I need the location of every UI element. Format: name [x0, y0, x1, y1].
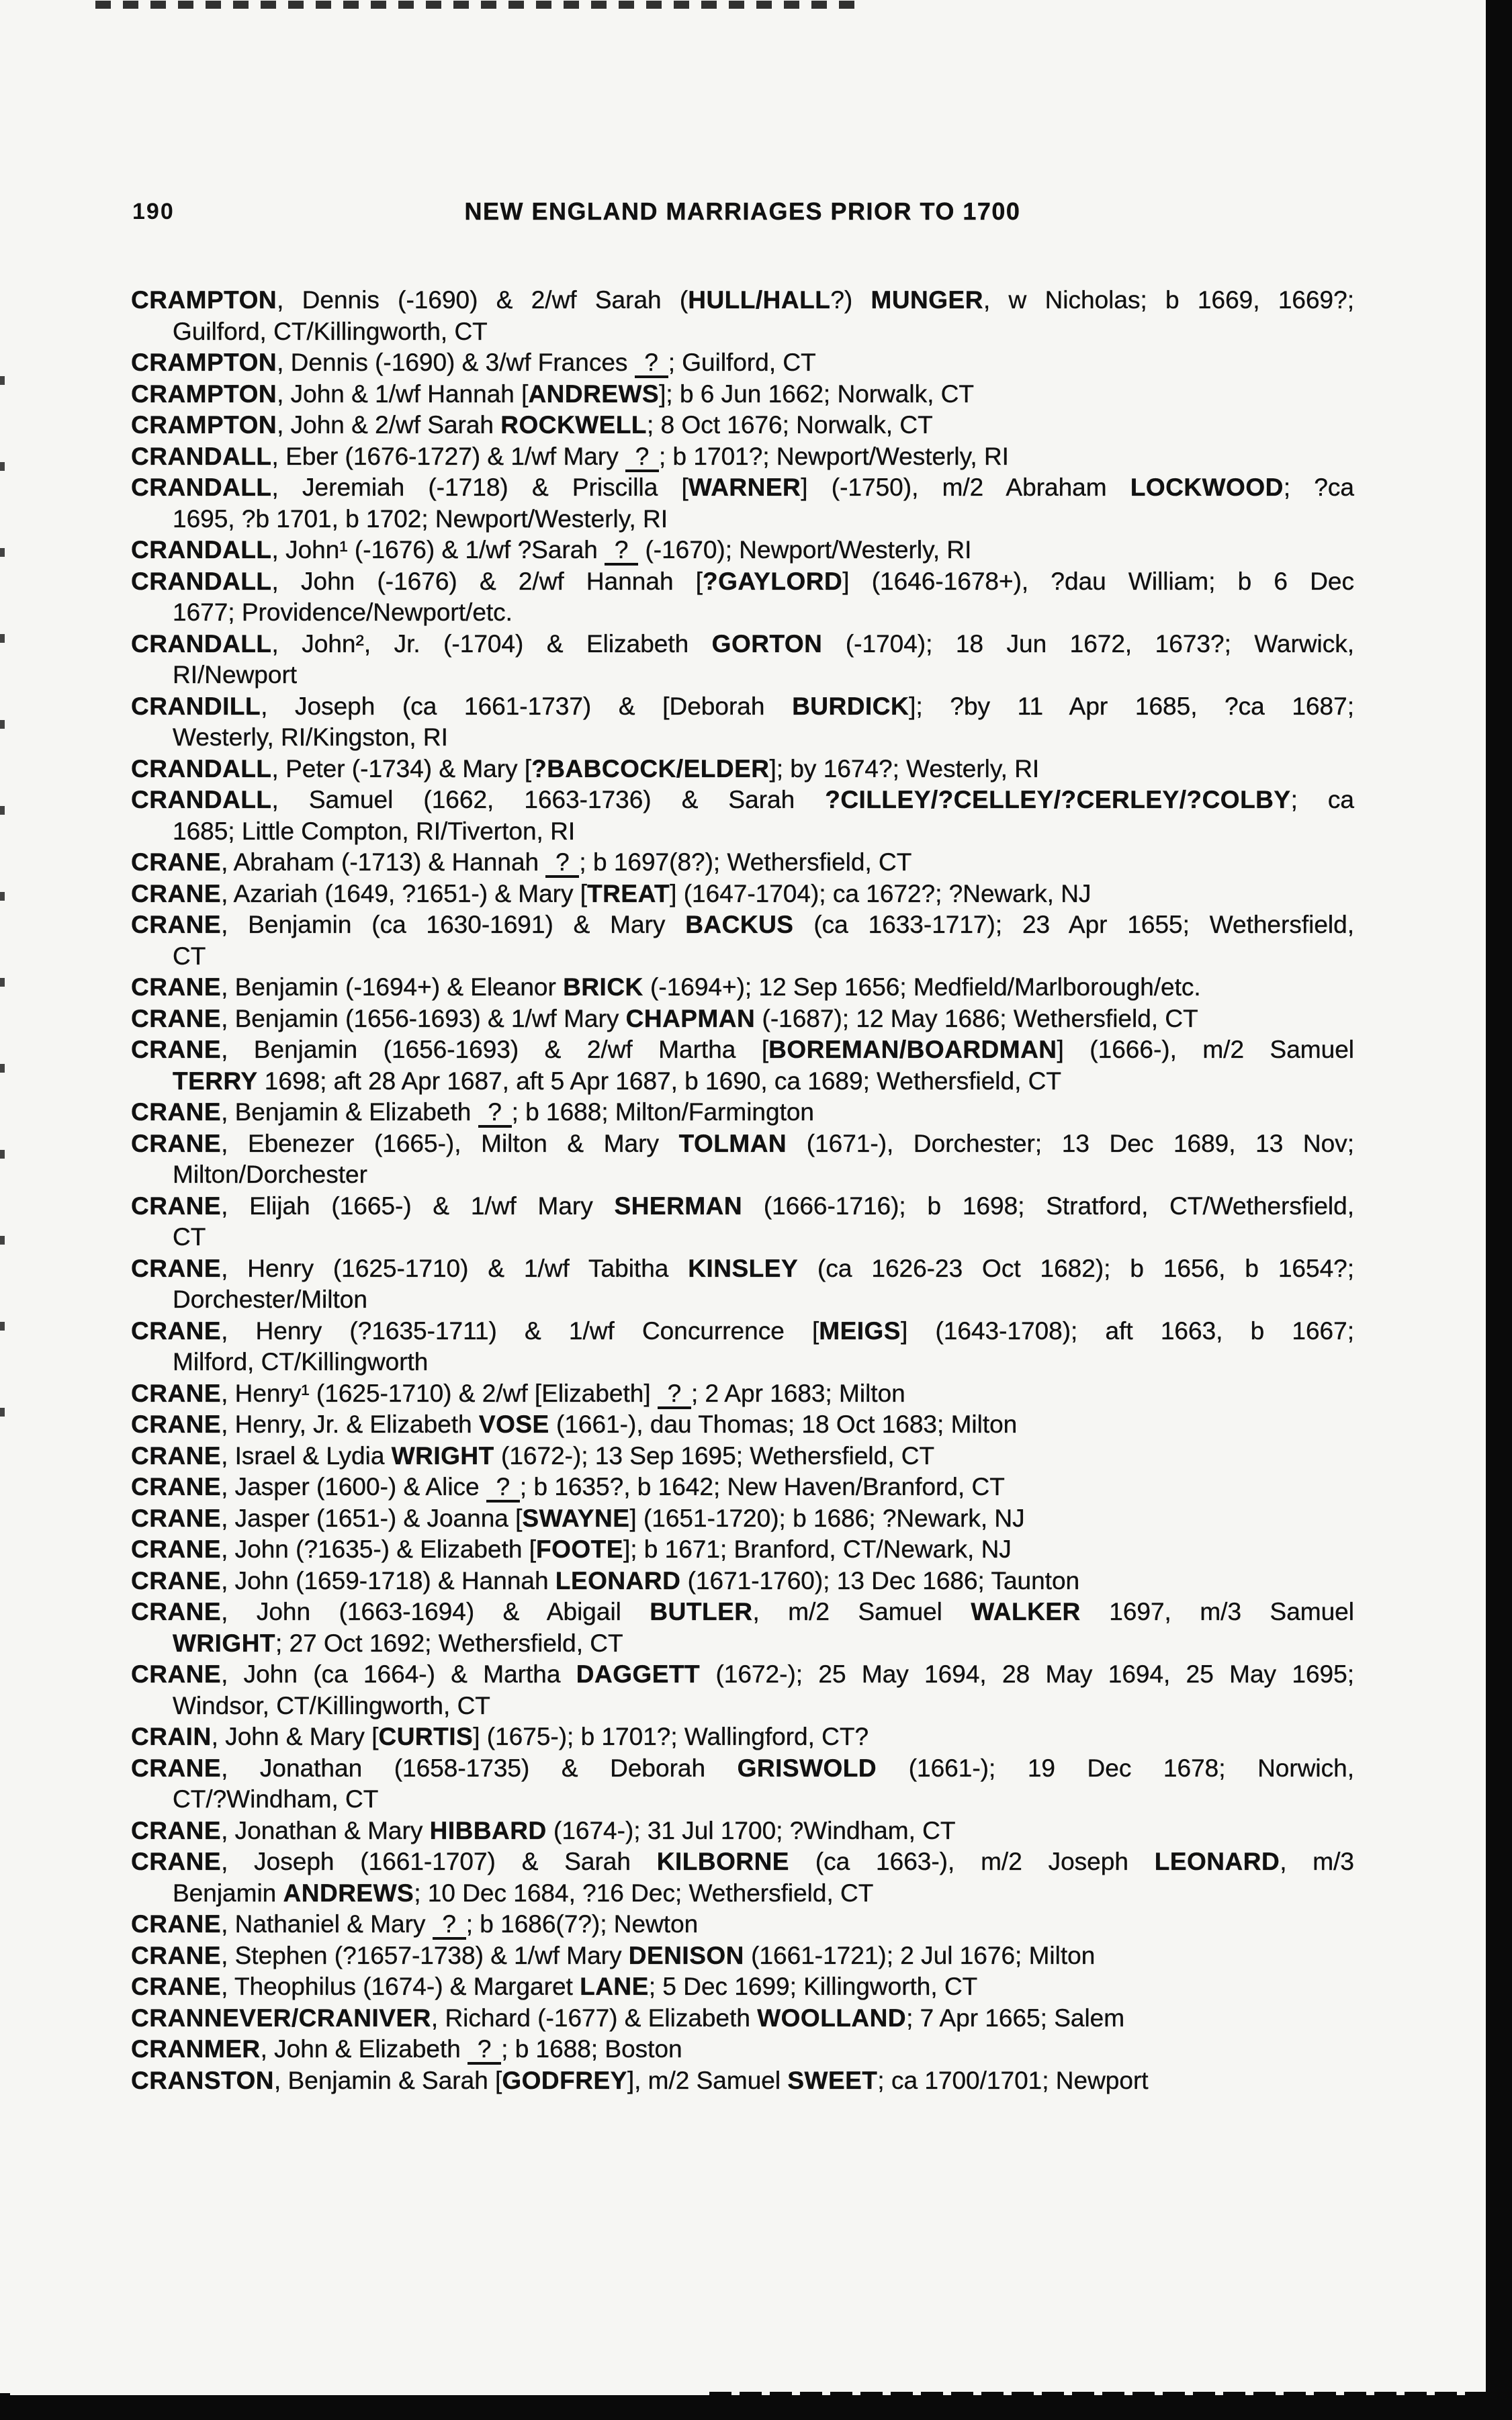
entry-line: CRAMPTON, Dennis (-1690) & 2/wf Sarah (HULL/HALL?) MUNGER, w Nicholas; b 1669, 1669?; [131, 286, 1354, 314]
entry [131, 1846, 1354, 1909]
entry [131, 909, 1354, 972]
scan-artifact-left-edge [0, 376, 5, 1437]
entry [131, 2065, 1354, 2097]
entries-list [131, 285, 1354, 2096]
entry [131, 1503, 1354, 1535]
entry-line: CRANNEVER/CRANIVER, Richard (-1677) & Elizabeth WOOLLAND; 7 Apr 1665; Salem [131, 2004, 1125, 2032]
entry-line: CRANE, Jonathan (1658-1735) & Deborah GRISWOLD (1661-); 19 Dec 1678; Norwich, [131, 1754, 1354, 1782]
page-title: NEW ENGLAND MARRIAGES PRIOR TO 1700 [464, 197, 1021, 225]
entry [131, 1441, 1354, 1472]
entry [131, 1097, 1354, 1128]
entry-line: CT [173, 1223, 206, 1251]
entry [131, 347, 1354, 379]
entry [131, 785, 1354, 847]
entry-line: CRANE, Henry (1625-1710) & 1/wf Tabitha KINSLEY (ca 1626-23 Oct 1682); b 1656, b 1654?; [131, 1254, 1355, 1282]
entry-line: CRANE, Benjamin & Elizabeth ? ; b 1688; Milton/Farmington [131, 1097, 1354, 1128]
entry [131, 691, 1354, 754]
entry-line: CRANE, Benjamin (1656-1693) & 1/wf Mary CHAPMAN (-1687); 12 May 1686; Wethersfield, CT [131, 1004, 1198, 1032]
entry [131, 1816, 1354, 1847]
entry-line: CRANE, Azariah (1649, ?1651-) & Mary [TREAT] (1647-1704); ca 1672?; ?Newark, NJ [131, 879, 1092, 907]
entry-line: CRANE, Israel & Lydia WRIGHT (1672-); 13 Sep 1695; Wethersfield, CT [131, 1441, 935, 1470]
page-number: 190 [132, 199, 175, 224]
entry [131, 629, 1354, 691]
entry [131, 1472, 1354, 1503]
entry-line: WRIGHT; 27 Oct 1692; Wethersfield, CT [173, 1629, 623, 1657]
entry [131, 285, 1354, 347]
entry [131, 1316, 1354, 1378]
entry-line: Westerly, RI/Kingston, RI [173, 723, 448, 751]
entry-line: CRANE, Jasper (1651-) & Joanna [SWAYNE] (1651-1720); b 1686; ?Newark, NJ [131, 1504, 1025, 1532]
entry [131, 1659, 1354, 1721]
entry [131, 1971, 1354, 2003]
entry-line: CRANDALL, John¹ (-1676) & 1/wf ?Sarah ? (-1670); Newport/Westerly, RI [131, 535, 1354, 566]
entry [131, 1034, 1354, 1097]
entry [131, 879, 1354, 910]
entry [131, 2034, 1354, 2065]
entry-line: CRANE, Jonathan & Mary HIBBARD (1674-); 31 Jul 1700; ?Windham, CT [131, 1816, 956, 1844]
entry-line: CRANE, John (1663-1694) & Abigail BUTLER, m/2 Samuel WALKER 1697, m/3 Samuel [131, 1598, 1354, 1625]
entry-line: CRANE, Henry¹ (1625-1710) & 2/wf [Elizabeth] ? ; 2 Apr 1683; Milton [131, 1378, 1354, 1410]
entry-line: CRANE, Joseph (1661-1707) & Sarah KILBORNE (ca 1663-), m/2 Joseph LEONARD, m/3 [131, 1848, 1354, 1875]
entry-line: CRANE, John (?1635-) & Elizabeth [FOOTE]; b 1671; Branford, CT/Newark, NJ [131, 1535, 1012, 1563]
entry-line: CRANSTON, Benjamin & Sarah [GODFREY], m/2 Samuel SWEET; ca 1700/1701; Newport [131, 2066, 1149, 2094]
entry-line: Milford, CT/Killingworth [173, 1348, 429, 1376]
entry [131, 566, 1354, 629]
entry-line: CRANE, Abraham (-1713) & Hannah ? ; b 1697(8?); Wethersfield, CT [131, 847, 1354, 879]
entry [131, 847, 1354, 879]
entry-line: CRANE, Benjamin (ca 1630-1691) & Mary BACKUS (ca 1633-1717); 23 Apr 1655; Wethersfield, [131, 911, 1354, 938]
entry [131, 1753, 1354, 1816]
entry-line: CRANE, Stephen (?1657-1738) & 1/wf Mary DENISON (1661-1721); 2 Jul 1676; Milton [131, 1941, 1096, 1969]
entry-line: RI/Newport [173, 661, 298, 688]
entry-line: CRANDALL, Peter (-1734) & Mary [?BABCOCK/ELDER]; by 1674?; Westerly, RI [131, 754, 1040, 782]
unknown-name-blank: ? [478, 1100, 512, 1128]
unknown-name-blank: ? [658, 1381, 691, 1409]
entry [131, 1378, 1354, 1410]
page-header [131, 196, 1354, 227]
unknown-name-blank: ? [625, 444, 659, 472]
unknown-name-blank: ? [545, 850, 579, 878]
entry-line: CRANE, Jasper (1600-) & Alice ? ; b 1635?, b 1642; New Haven/Branford, CT [131, 1472, 1354, 1503]
entry-line: CRANE, Benjamin (1656-1693) & 2/wf Martha [BOREMAN/BOARDMAN] (1666-), m/2 Samuel [131, 1036, 1354, 1063]
entry [131, 754, 1354, 785]
entry-line: CRANDILL, Joseph (ca 1661-1737) & [Deborah BURDICK]; ?by 11 Apr 1685, ?ca 1687; [131, 692, 1354, 720]
entry-line: Windsor, CT/Killingworth, CT [173, 1691, 490, 1719]
entry-line: CRANE, John (1659-1718) & Hannah LEONARD (1671-1760); 13 Dec 1686; Taunton [131, 1566, 1080, 1595]
entry-line: CRANE, Elijah (1665-) & 1/wf Mary SHERMAN (1666-1716); b 1698; Stratford, CT/Wethersfield, [131, 1192, 1354, 1220]
entry [131, 1566, 1354, 1597]
unknown-name-blank: ? [486, 1474, 520, 1503]
entry [131, 1191, 1354, 1253]
entry-line: CRANE, Henry (?1635-1711) & 1/wf Concurrence [MEIGS] (1643-1708); aft 1663, b 1667; [131, 1316, 1354, 1345]
unknown-name-blank: ? [468, 2036, 501, 2065]
entry-line: CRANE, Nathaniel & Mary ? ; b 1686(7?); Newton [131, 1909, 1354, 1940]
entry-line: CRANDALL, Eber (1676-1727) & 1/wf Mary ? ; b 1701?; Newport/Westerly, RI [131, 441, 1354, 473]
entry [131, 535, 1354, 566]
entry [131, 972, 1354, 1003]
page-content [131, 0, 1354, 2096]
scan-border-bottom [0, 2395, 1512, 2420]
entry [131, 379, 1354, 410]
entry-line: CRANE, Theophilus (1674-) & Margaret LANE; 5 Dec 1699; Killingworth, CT [131, 1973, 978, 2000]
unknown-name-blank: ? [605, 537, 638, 566]
entry-line: 1695, ?b 1701, b 1702; Newport/Westerly, RI [173, 504, 668, 533]
entry-line: CRANMER, John & Elizabeth ? ; b 1688; Boston [131, 2034, 1354, 2065]
entry [131, 1534, 1354, 1566]
entry-line: CRAMPTON, John & 1/wf Hannah [ANDREWS]; b 6 Jun 1662; Norwalk, CT [131, 379, 974, 408]
entry-line: CRANDALL, John², Jr. (-1704) & Elizabeth GORTON (-1704); 18 Jun 1672, 1673?; Warwick, [131, 629, 1354, 658]
entry-line: CRANE, Ebenezer (1665-), Milton & Mary TOLMAN (1671-), Dorchester; 13 Dec 1689, 13 Nov; [131, 1129, 1354, 1157]
entry [131, 1909, 1354, 1940]
entry [131, 472, 1354, 535]
entry-line: CRANE, John (ca 1664-) & Martha DAGGETT (1672-); 25 May 1694, 28 May 1694, 25 May 1695; [131, 1660, 1354, 1688]
unknown-name-blank: ? [433, 1912, 466, 1940]
entry-line: CRANDALL, Jeremiah (-1718) & Priscilla [WARNER] (-1750), m/2 Abraham LOCKWOOD; ?ca [131, 474, 1355, 501]
entry [131, 2003, 1354, 2034]
scan-border-right [1486, 0, 1512, 2420]
unknown-name-blank: ? [635, 350, 668, 378]
entry [131, 1003, 1354, 1035]
entry-line: CT/?Windham, CT [173, 1785, 379, 1813]
entry-line: CRANE, Benjamin (-1694+) & Eleanor BRICK (-1694+); 12 Sep 1656; Medfield/Marlborough/etc. [131, 973, 1201, 1001]
entry-line: Benjamin ANDREWS; 10 Dec 1684, ?16 Dec; Wethersfield, CT [173, 1879, 874, 1907]
entry-line: Dorchester/Milton [173, 1286, 367, 1313]
entry-line: Milton/Dorchester [173, 1161, 367, 1188]
entry-line: CRAMPTON, Dennis (-1690) & 3/wf Frances ? ; Guilford, CT [131, 347, 1354, 379]
entry-line: CRAMPTON, John & 2/wf Sarah ROCKWELL; 8 Oct 1676; Norwalk, CT [131, 411, 933, 439]
entry-line: CRANDALL, John (-1676) & 2/wf Hannah [?GAYLORD] (1646-1678+), ?dau William; b 6 Dec [131, 567, 1354, 595]
entry-line: 1677; Providence/Newport/etc. [173, 598, 513, 626]
entry [131, 1597, 1354, 1659]
entry [131, 1721, 1354, 1753]
entry-line: CRANDALL, Samuel (1662, 1663-1736) & Sarah ?CILLEY/?CELLEY/?CERLEY/?COLBY; ca [131, 786, 1354, 813]
entry [131, 1253, 1354, 1316]
entry-line: CRAIN, John & Mary [CURTIS] (1675-); b 1701?; Wallingford, CT? [131, 1723, 869, 1750]
entry [131, 410, 1354, 441]
entry-line: CT [173, 942, 206, 970]
entry-line: TERRY 1698; aft 28 Apr 1687, aft 5 Apr 1687, b 1690, ca 1689; Wethersfield, CT [173, 1067, 1061, 1095]
entry [131, 1128, 1354, 1191]
entry [131, 1940, 1354, 1972]
entry-line: CRANE, Henry, Jr. & Elizabeth VOSE (1661-), dau Thomas; 18 Oct 1683; Milton [131, 1410, 1018, 1438]
entry [131, 1409, 1354, 1441]
entry [131, 441, 1354, 473]
entry-line: Guilford, CT/Killingworth, CT [173, 317, 488, 345]
entry-line: 1685; Little Compton, RI/Tiverton, RI [173, 817, 576, 845]
